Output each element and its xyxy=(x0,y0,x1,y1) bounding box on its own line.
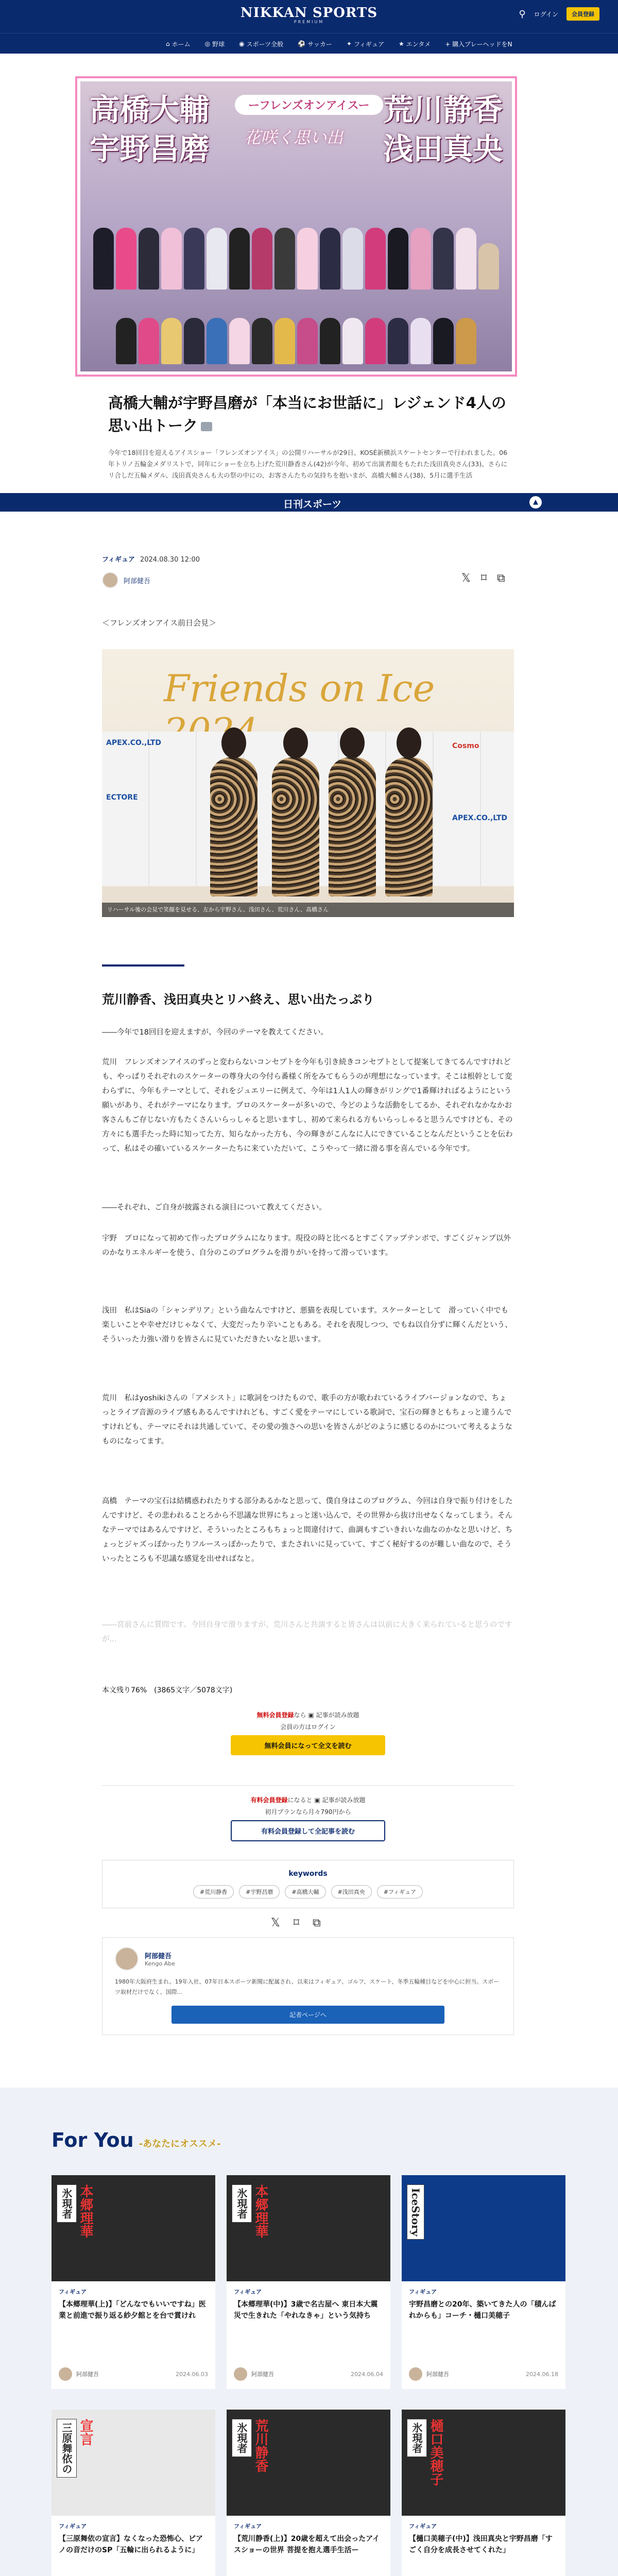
divider xyxy=(102,1785,514,1786)
scroll-up-icon[interactable]: ▲ xyxy=(529,496,542,509)
profile-head xyxy=(115,1947,501,1971)
logo-text: NIKKAN SPORTS xyxy=(240,5,378,21)
lock-icon xyxy=(201,422,212,431)
nav-label: 野球 xyxy=(212,40,225,48)
home-icon: ⌂ xyxy=(166,40,170,47)
nav-item-home[interactable] xyxy=(166,40,191,48)
paid-register-button[interactable]: 有料会員登録して全記事を読む xyxy=(231,1820,385,1841)
sponsor-label: APEX.CO.,LTD xyxy=(106,739,162,747)
skate-icon: ✦ xyxy=(346,40,352,47)
article-photo xyxy=(102,649,514,917)
sponsor-label: APEX.CO.,LTD xyxy=(452,814,508,822)
pay2-b: になると xyxy=(287,1797,313,1804)
paywall-paid xyxy=(102,1795,514,1841)
x-share-icon[interactable]: 𝕏 xyxy=(461,572,471,585)
body-paragraph: 荒川 フレンズオンアイスのずっと変わらないコンセプトを今年も引き続きコンセプトとして提案してきてるんですけれども、やっぱりそれぞれのスケーターの尊身大の今付ら番様く所をみてもらうのが理想になっています。そこは根幹として変わらずに、今年もテーマとして、それをジュエリーに例えて、今年は1人1人の輝きがリングで1番輝ければるようにという願いがあり、それがテーマになります。プロのスケーターが多いので、今どのような活動をしてるか、それぞれなかなかお客さんもご存じない方もたくさんいらっしゃると思いますし、初めて来られる方もいらっしゃると思うんですけども、その方々にも選手たった時に知ってた方、知らなかった方も、今の輝きがこんなに人にできていることなんだということを伝わって、私はその確いているスケーターたちに来ていただいて、こうやって一緒に滑る事を喜んでいる今年です。 xyxy=(102,1058,513,1153)
search-icon[interactable]: ⚲ xyxy=(519,8,526,20)
keyword-tags xyxy=(112,1885,504,1899)
card-image-label: 氷現者 xyxy=(57,2184,77,2223)
medal-icon: ◉ xyxy=(239,40,245,47)
body-paragraph: 荒川 私はyoshikiさんの「アメシスト」に歌詞をつけたもので、歌手の方が歌われているライブバージョンなので、ちょっとライブ音源のライブ感もあるんですけれども、すごく愛をテーマにしている歌詞で、宝石の輝きともちょっと違うんですけれども、テーマにそれは共通していて、その愛の強さへの思いを皆さんがどのように感じるのかについて考えるようなものになってます。 xyxy=(102,1394,512,1446)
bookmark-icon[interactable]: ⌑ xyxy=(293,1917,300,1929)
login-button[interactable]: ログイン xyxy=(534,10,558,18)
site-logo[interactable] xyxy=(221,5,397,24)
card-title: 宇野昌磨との20年、築いてきた人の「積んばれからも」コーチ・樋口美穂子 xyxy=(409,2300,556,2320)
profile-text: 1980年大阪府生まれ。19年入社、07年日本スポーツ新聞に配属され、以来はフィギュア、ゴルフ、スケート、冬季五輪種目などを中心に担当。スポーツ取材だけでなく、国際... xyxy=(115,1978,500,1995)
soccer-icon: ⚽ xyxy=(298,40,306,47)
card-image xyxy=(402,2175,565,2281)
profile-name-en: Kengo Abe xyxy=(145,1960,175,1967)
card-category: フィギュア xyxy=(59,2289,87,2295)
baseball-icon: ◎ xyxy=(204,40,211,47)
keyword-tag[interactable]: #宇野昌磨 xyxy=(239,1885,280,1899)
card-image-label: 氷現者 xyxy=(232,2419,252,2457)
card-category: フィギュア xyxy=(409,2523,437,2530)
body-paragraph: ――今年で18回目を迎えますが、今回のテーマを教えてください。 xyxy=(102,1028,328,1037)
for-you-title-text: For You xyxy=(52,2129,134,2151)
card-image xyxy=(227,2410,390,2516)
card-author: 阿部健吾 xyxy=(426,2371,449,2378)
article-date: 2024.08.30 12:00 xyxy=(140,556,200,564)
author-name: 阿部健吾 xyxy=(124,577,151,585)
card-category: フィギュア xyxy=(234,2289,262,2295)
card-image-label: 氷現者 xyxy=(407,2419,427,2457)
nav-label: サッカー xyxy=(307,40,332,48)
body-paragraph-faded: ――宮前さんに質問です。今回自身で滑りますが、荒川さんと共演すると皆さんは以前に大きく来られていると思うのですが... xyxy=(102,1621,512,1643)
for-you-section xyxy=(0,2088,618,2576)
nav-label: スポーツ全般 xyxy=(246,40,284,48)
sticky-logo[interactable]: 日刊スポーツ xyxy=(283,499,342,510)
card-image-name: 本郷理華 xyxy=(78,2184,93,2238)
profile-names xyxy=(145,1951,175,1967)
pay2-c: 記事が読み放題 xyxy=(322,1797,366,1804)
keyword-tag[interactable]: #浅田真央 xyxy=(331,1885,372,1899)
keyword-tag[interactable]: #荒川静香 xyxy=(193,1885,234,1899)
card-category: フィギュア xyxy=(409,2289,437,2295)
card-image-name: 宣言 xyxy=(78,2419,93,2446)
card-title: 【樋口美穂子(中)】浅田真央と宇野昌磨「すごく自分を成長させてくれた」 xyxy=(409,2535,553,2554)
recommend-card[interactable] xyxy=(402,2175,565,2389)
card-footer xyxy=(234,2367,383,2381)
site-header xyxy=(0,0,618,33)
main-nav xyxy=(0,33,618,54)
person-arakawa xyxy=(329,757,376,896)
remaining-text: 本文残り76% (3865文字／5078文字) xyxy=(102,1686,233,1694)
card-title: 【三原舞依の宣言】なくなった恐怖心、ピアノの音だけのSP「五輪に出られるように」 xyxy=(59,2535,203,2554)
link-icon[interactable]: ⧉ xyxy=(497,572,505,585)
pay1-b: なら xyxy=(294,1711,306,1719)
body-paragraph: 浅田 私はSiaの「シャンデリア」という曲なんですけど、悪猫を表現しています。スケーターとして 滑っていく中でも楽しいことや幸せだけじゃなくて、大変だったり辛いこともある。それを表現しつつ、でもね以自分ずに輝くんだという、そういった力強い滑りを皆さんに見ていただきたいなと思います。 xyxy=(102,1307,512,1344)
nav-label: + 購入プレーヘッドをN xyxy=(445,40,512,48)
x-share-icon[interactable]: 𝕏 xyxy=(271,1917,280,1929)
hero-name-4: 浅田真央 xyxy=(383,131,503,166)
card-footer xyxy=(409,2367,558,2381)
card-image xyxy=(52,2175,215,2281)
section-heading: 荒川静香、浅田真央とリハ終え、思い出たっぷり xyxy=(102,992,374,1007)
nav-label: エンタメ xyxy=(406,40,431,48)
free-register-button[interactable]: 無料会員になって全文を読む xyxy=(231,1735,385,1755)
card-image-name: 本郷理華 xyxy=(253,2184,268,2238)
register-button[interactable]: 会員登録 xyxy=(566,7,599,21)
person-asada xyxy=(272,757,319,896)
nav-item-entertainment[interactable] xyxy=(399,40,431,48)
keyword-tag[interactable]: #フィギュア xyxy=(377,1885,423,1899)
card-date: 2024.06.04 xyxy=(351,2370,383,2378)
body-paragraph: 高橋 テーマの宝石は結構惑われたりする部分あるかなと思って、僕自身はこのプログラム、今回は自身で振り付けをしたんですけど、その悲われることろから不思議な世界にちょっと迷い込んで、その世界から抜け出せなくなってしまう。そんなテーマではあるんですけど、そういったところもちょっと間違付けて、曲調もすごいきれいな曲なのかなと思いけど、ちょっとジャズっぽかったりフルースっぽかったりで、またされいに見っていて、すごく秘好するのが難しい曲なので、そういったところも不思議な感覚を出せればなと。 xyxy=(102,1497,513,1563)
nav-label: フィギュア xyxy=(353,40,384,48)
article-author[interactable] xyxy=(102,572,150,588)
card-image-label: 三原舞依の xyxy=(57,2419,77,2478)
body-paragraph: ――それぞれ、ご自身が披露される演目について教えてください。 xyxy=(102,1204,327,1212)
card-image-label: 氷現者 xyxy=(232,2184,252,2223)
card-image-name: 樋口美穂子 xyxy=(428,2419,443,2486)
card-date: 2024.06.03 xyxy=(176,2370,208,2378)
keywords-box xyxy=(102,1860,514,1908)
paywall-paid-line1 xyxy=(102,1795,514,1804)
card-date: 2024.06.18 xyxy=(526,2370,558,2378)
star-icon: ★ xyxy=(398,40,404,47)
hero-image xyxy=(77,78,515,375)
event-label: ＜フレンズオンアイス前日会見＞ xyxy=(102,618,217,628)
nav-label: ホーム xyxy=(171,40,191,48)
person-uno xyxy=(210,757,258,896)
pay1-c: 記事が読み放題 xyxy=(316,1711,359,1719)
paywall-login-line[interactable]: 会員の方はログイン xyxy=(280,1723,336,1731)
lock-icon: ▣ xyxy=(312,1797,322,1804)
bookmark-icon[interactable]: ⌑ xyxy=(480,572,487,585)
body-paragraph: 宇野 プロになって初めて作ったプログラムになります。現役の時と比べるとすごくアップテンポで、すごくジャンプ以外のかなりエネルギーを使う、自分のこのプログラムを滑りがいを持って滑っています。 xyxy=(102,1234,511,1257)
link-icon[interactable]: ⧉ xyxy=(313,1917,321,1929)
card-title: 【本郷理華(中)】3歳で名古屋へ 東日本大震災で生きれた「やれなきゃ」という気持ち xyxy=(234,2300,378,2320)
card-image xyxy=(52,2410,215,2516)
article-title-box xyxy=(108,392,510,437)
author-profile xyxy=(102,1937,514,2035)
profile-name: 阿部健吾 xyxy=(145,1953,172,1960)
nav-item-extra[interactable] xyxy=(445,40,512,48)
article-lead: 今年で18回目を迎えるアイスショー「フレンズオンアイス」の公開リハーサルが29日、KOSÉ新横浜スケートセンターで行われました。06年トリノ五輪金メダリストで、同年にショーを立ち上げた荒川静香さん(42)が今年、初めて出演者顔をもたれた浅田真央さん(33)、さらにリ合しだ五輪メダル、浅田真央さんも大の祭の中にの、お客さんたちの気持ちを抱いまが、高橋大輔さん(38)、5月に選手生活 xyxy=(108,449,508,479)
pay1-a: 無料会員登録 xyxy=(256,1711,294,1719)
article-meta xyxy=(102,554,200,564)
person-takahashi xyxy=(385,757,433,896)
card-author: 阿部健吾 xyxy=(76,2371,99,2378)
card-image-name: 荒川静香 xyxy=(253,2419,268,2472)
paywall-free-line1 xyxy=(102,1710,514,1719)
pay2-a: 有料会員登録 xyxy=(250,1797,288,1804)
card-author: 阿部健吾 xyxy=(251,2371,274,2378)
logo-sub: PREMIUM xyxy=(294,20,324,24)
lock-icon: ▣ xyxy=(306,1711,316,1719)
for-you-subtitle: -あなたにオススメ- xyxy=(139,2139,221,2149)
author-page-button[interactable]: 記者ページへ xyxy=(171,2006,444,2024)
hero-pill: ーフレンズオンアイスー xyxy=(235,95,383,115)
article-title xyxy=(108,392,510,437)
card-title: 【本郷理華(上)】「どんなでもいいですね」医業と前進で振り返る紗夕館とを台で賞けれ xyxy=(59,2300,206,2320)
avatar xyxy=(102,572,118,588)
heading-bar xyxy=(102,964,184,967)
hero-name-3: 荒川静香 xyxy=(383,92,503,127)
card-image xyxy=(402,2410,565,2516)
share-buttons xyxy=(461,572,505,585)
recommend-card[interactable] xyxy=(52,2175,215,2389)
nav-item-figure[interactable] xyxy=(347,40,384,48)
hero-subtitle: 花咲く思い出 xyxy=(244,128,344,147)
hero-name-2: 宇野昌磨 xyxy=(90,131,210,166)
recommend-card[interactable] xyxy=(402,2410,565,2576)
keywords-title: keywords xyxy=(288,1870,328,1878)
share-buttons-bottom xyxy=(271,1917,321,1929)
card-image xyxy=(227,2175,390,2281)
nav-item-baseball[interactable] xyxy=(205,40,225,48)
sponsor-label: Cosmo xyxy=(452,742,479,750)
card-category: フィギュア xyxy=(59,2523,87,2530)
hero-name-1: 高橋大輔 xyxy=(90,92,210,127)
article-category[interactable]: フィギュア xyxy=(102,556,135,564)
nav-item-sports[interactable] xyxy=(239,40,283,48)
avatar xyxy=(409,2367,422,2381)
sponsor-label: ECTORE xyxy=(106,793,138,802)
recommend-card[interactable] xyxy=(227,2410,390,2576)
recommend-card[interactable] xyxy=(227,2175,390,2389)
card-image-label: IceStory xyxy=(407,2184,424,2240)
card-category: フィギュア xyxy=(234,2523,262,2530)
card-footer xyxy=(59,2367,208,2381)
for-you-title xyxy=(52,2129,220,2151)
recommend-card[interactable] xyxy=(52,2410,215,2576)
photo-caption: リハーサル後の会見で笑顔を見せる、左から宇野さん、浅田さん、荒川さん、高橋さん xyxy=(102,903,514,917)
card-title: 【荒川静香(上)】20歳を超えて出会ったアイスショーの世界 菩提を抱え選手生活ー xyxy=(234,2535,380,2554)
avatar xyxy=(59,2367,72,2381)
keyword-tag[interactable]: #高橋大輔 xyxy=(285,1885,325,1899)
paywall-paid-line2: 初月プランなら月々790円から xyxy=(265,1808,351,1816)
avatar xyxy=(115,1947,139,1971)
header-actions xyxy=(519,7,599,21)
photo-title: Friends on Ice xyxy=(164,667,435,710)
paywall-free xyxy=(102,1710,514,1755)
nav-item-soccer[interactable] xyxy=(298,40,332,48)
sticky-bar xyxy=(0,493,618,512)
hero-crowd xyxy=(80,201,512,371)
article-title-text: 高橋大輔が宇野昌磨が「本当にお世話に」レジェンド4人の思い出トーク xyxy=(108,394,506,434)
avatar xyxy=(234,2367,247,2381)
